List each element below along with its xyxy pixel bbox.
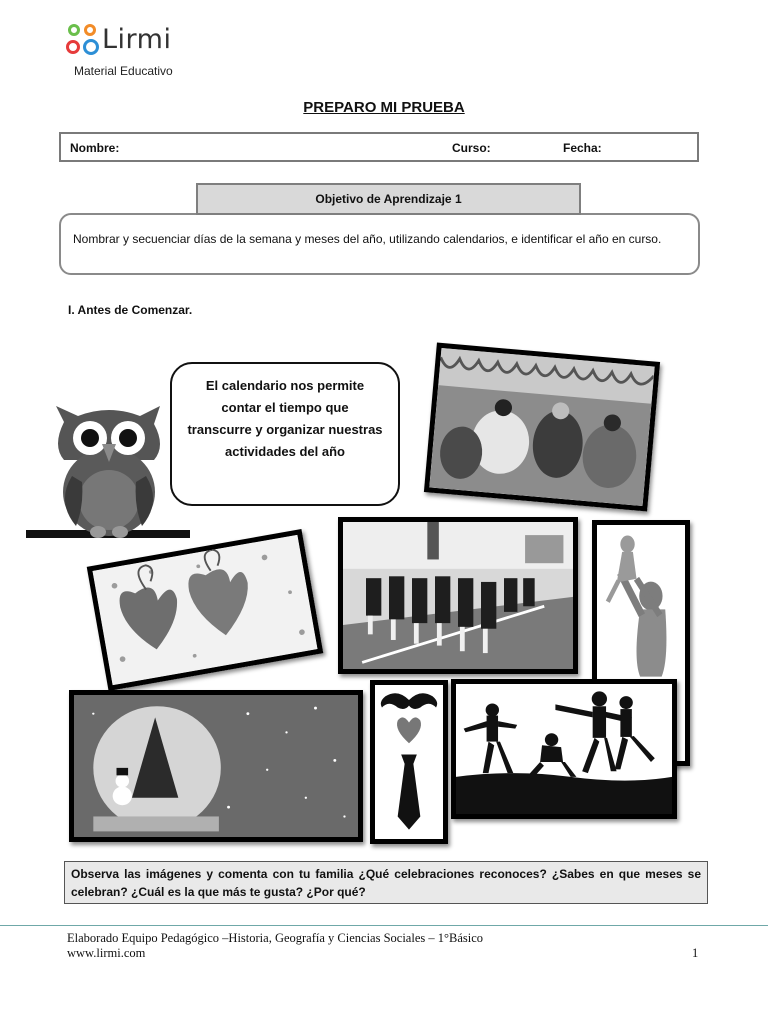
children-playing-photo xyxy=(451,679,677,819)
owl-icon xyxy=(26,402,192,546)
page-number: 1 xyxy=(692,946,699,960)
section-heading: I. Antes de Comenzar. xyxy=(68,303,193,317)
instruction-text: Observa las imágenes y comenta con tu familia ¿Qué celebraciones reconoces? ¿Sabes en que meses se celebran? ¿Cuál es la que más te gusta? ¿Por qué? xyxy=(71,867,701,899)
speech-line: transcurre y organizar nuestras xyxy=(187,422,383,437)
footer-credit: Elaborado Equipo Pedagógico –Historia, Geografía y Ciencias Sociales – 1°Básico xyxy=(67,931,484,945)
objective-header: Objetivo de Aprendizaje 1 xyxy=(196,183,581,215)
footer-website: www.lirmi.com xyxy=(67,946,146,960)
logo-tagline: Material Educativo xyxy=(74,64,173,78)
student-info-box xyxy=(59,132,699,162)
course-label: Curso: xyxy=(452,141,491,155)
folk-dance-photo xyxy=(424,343,660,512)
logo-dot-orange xyxy=(84,24,96,36)
logo-dot-blue xyxy=(83,39,99,55)
speech-line: El calendario nos permite xyxy=(205,378,365,393)
logo-dot-red xyxy=(66,40,80,54)
snow-globe-photo xyxy=(69,690,363,842)
school-parade-photo xyxy=(338,517,578,674)
fathers-day-photo xyxy=(370,680,448,844)
objective-text: Nombrar y secuenciar días de la semana y meses del año, utilizando calendarios, e identificar el año en curso. xyxy=(73,232,662,246)
name-label: Nombre: xyxy=(70,141,120,155)
footer-divider xyxy=(0,925,768,926)
speech-bubble xyxy=(170,362,400,506)
date-label: Fecha: xyxy=(563,141,602,155)
speech-line: contar el tiempo que xyxy=(221,400,349,415)
logo-dot-green xyxy=(68,24,80,36)
page-title-text: PREPARO MI PRUEBA xyxy=(303,99,465,116)
page-title xyxy=(0,99,768,116)
speech-line: actividades del año xyxy=(225,444,345,459)
objective-text-box xyxy=(59,213,700,275)
lirmi-logo xyxy=(66,22,196,82)
yarn-hearts-photo xyxy=(87,529,324,691)
logo-wordmark: Lirmi xyxy=(102,24,172,55)
instruction-box xyxy=(64,861,708,904)
